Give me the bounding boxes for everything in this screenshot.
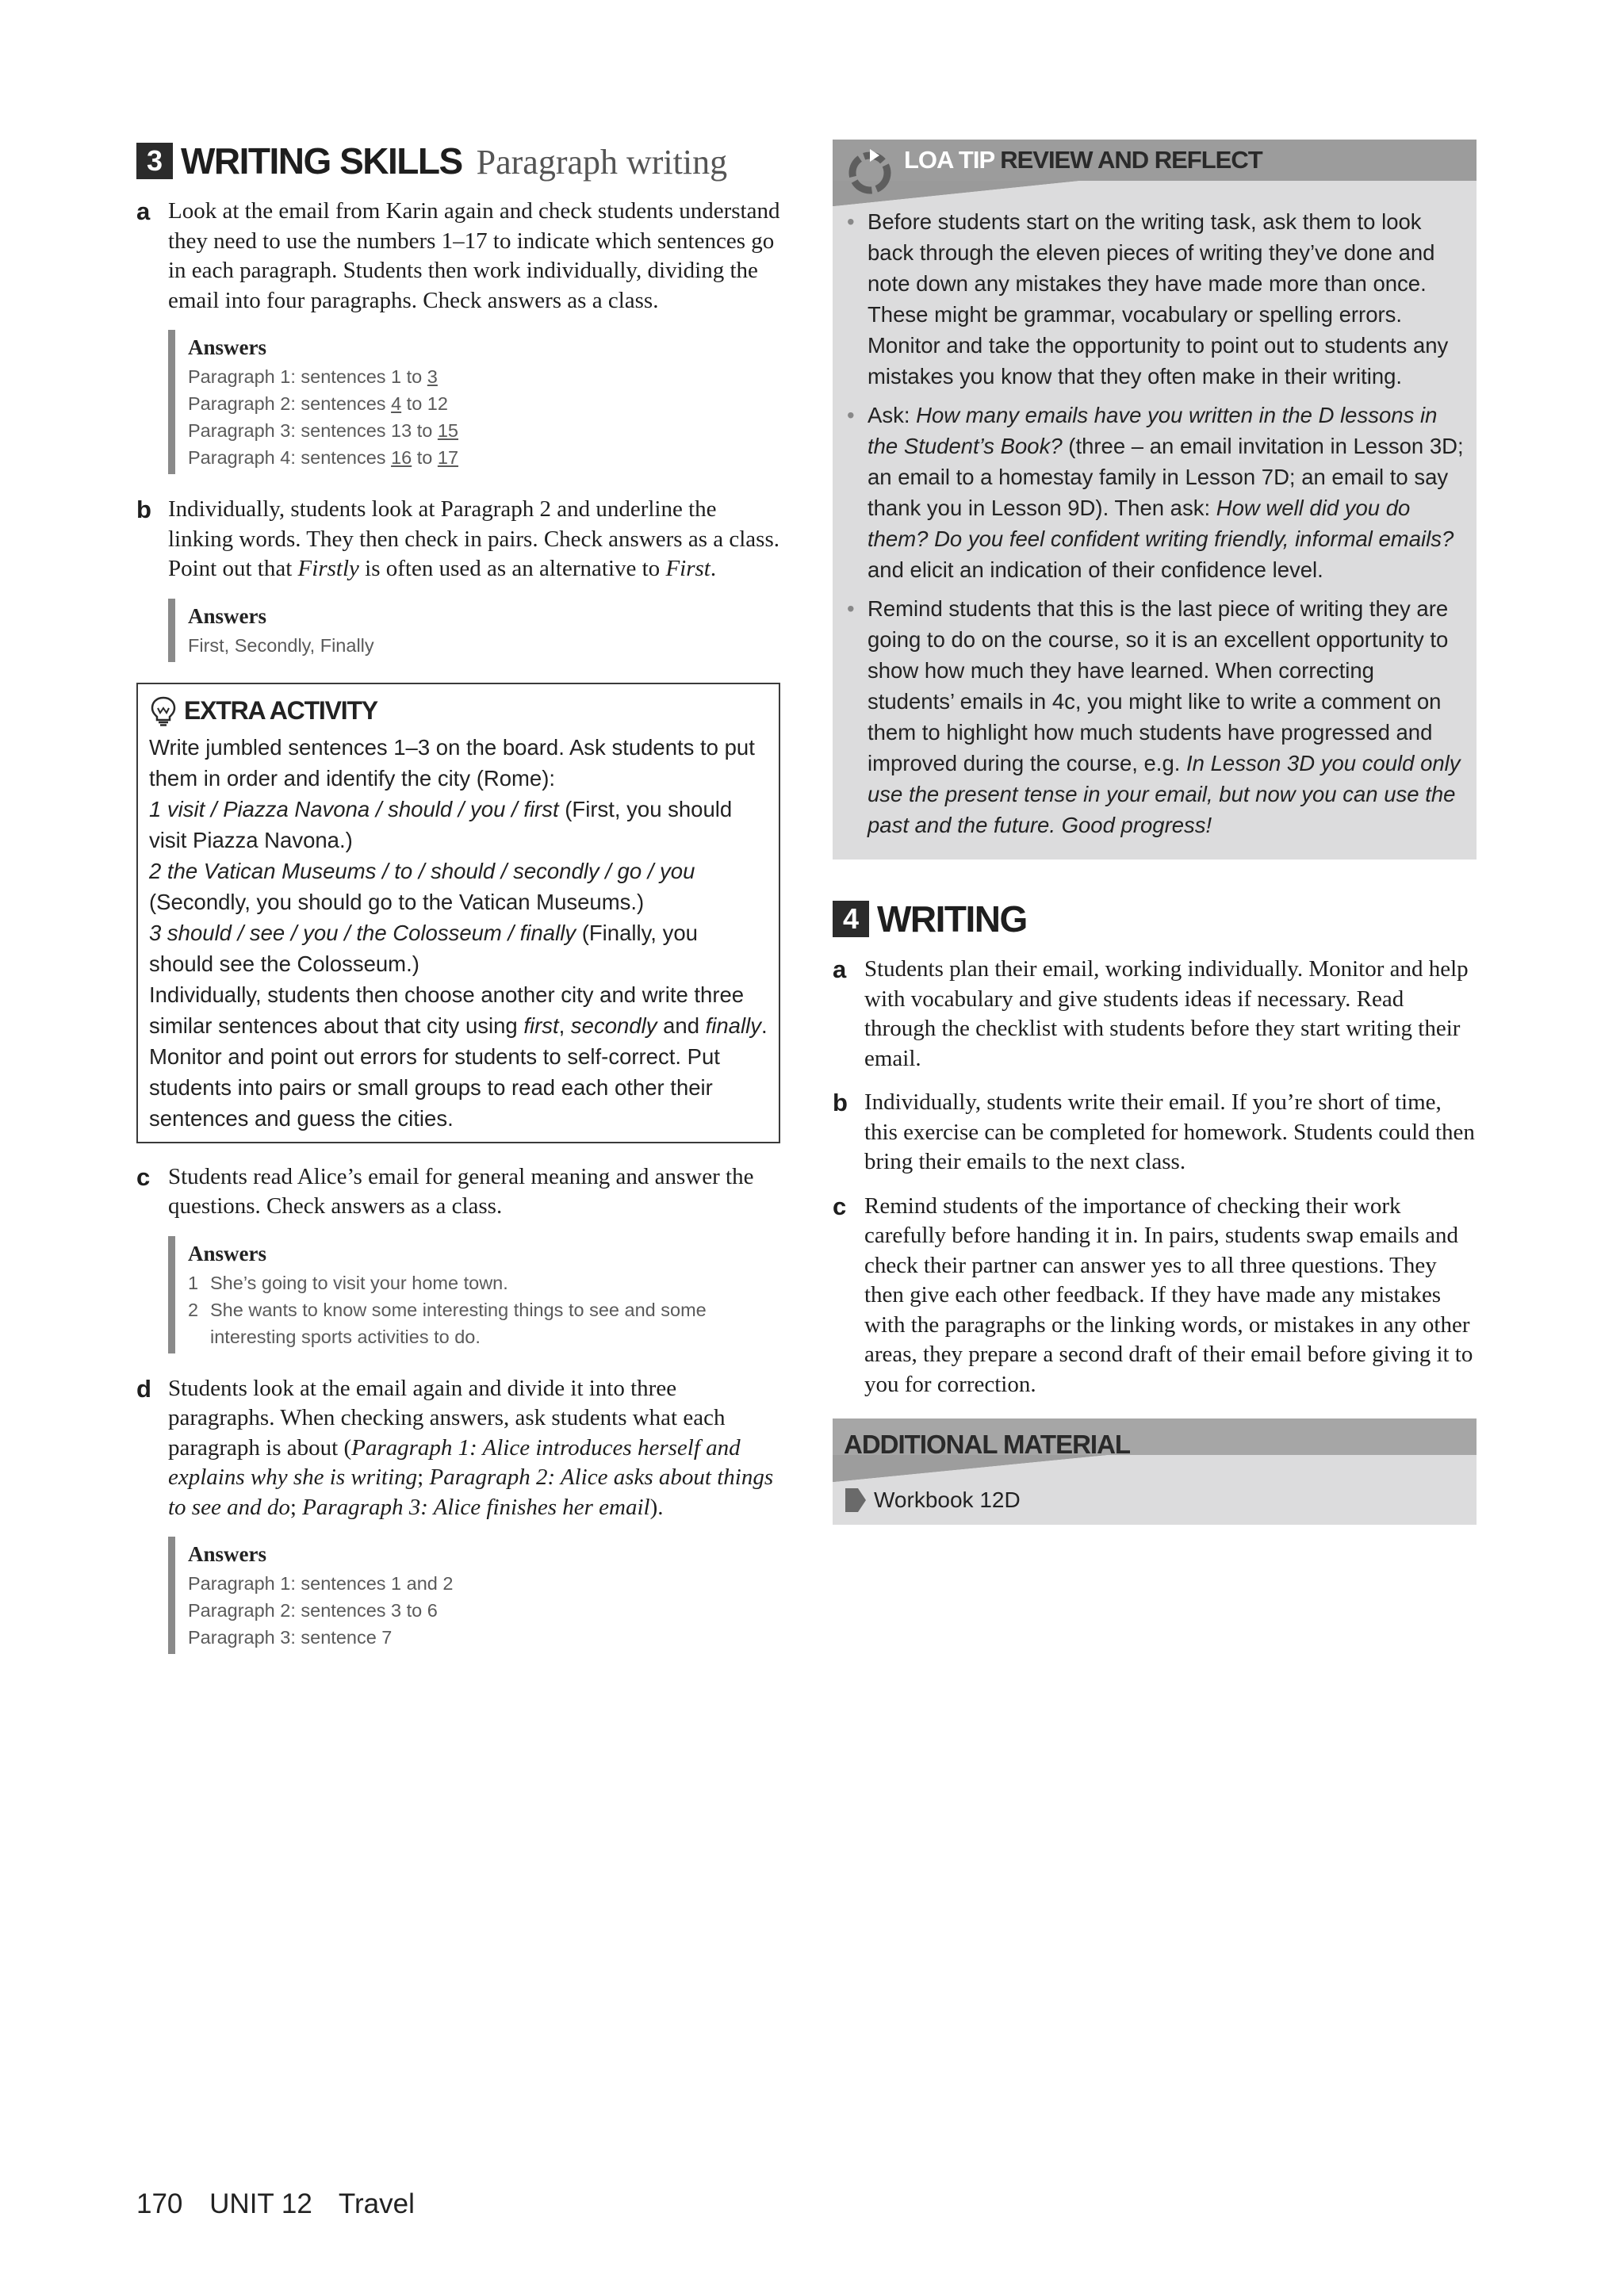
answer-line: Paragraph 4: sentences 16 to 17 — [188, 447, 459, 468]
extra-sentence-3: 3 should / see / you / the Colosseum / finally (Finally, you should see the Colosseum.) — [149, 920, 698, 976]
answers-title: Answers — [188, 1241, 266, 1265]
tip-bullet: • Before students start on the writing task, ask them to look back through the eleven pieces of writing they’ve done and note down any mistakes they have made more than once. These might be grammar, vocabulary or spelling errors. Monitor and take the opportunity to point out to students any mistakes you know that they often make in their writing. — [844, 206, 1465, 392]
answer-line: Paragraph 2: sentences 3 to 6 — [188, 1600, 438, 1621]
answer-line: Paragraph 1: sentences 1 to 3 — [188, 366, 438, 387]
loa-tip-heading: REVIEW AND REFLECT — [1000, 146, 1262, 174]
loa-tip-box — [833, 140, 1477, 860]
section-3-heading — [136, 140, 780, 182]
answers-3a — [168, 330, 780, 474]
page-footer — [136, 2188, 434, 2220]
answer-line: Paragraph 3: sentence 7 — [188, 1627, 393, 1648]
answer-line: First, Secondly, Finally — [188, 634, 374, 656]
answer-line: 1 She’s going to visit your home town. — [188, 1272, 508, 1293]
item-letter: c — [833, 1192, 847, 1220]
page-number: 170 — [136, 2188, 183, 2219]
answers-title: Answers — [188, 1542, 266, 1566]
additional-material-title: ADDITIONAL MATERIAL — [844, 1430, 1131, 1459]
extra-instructions: Individually, students then choose another city and write three similar sentences about that city using first, secondly and finally. Monitor and point out errors for students to self-correct. Put students into pairs or small groups to read each other their sentences and guess the cities. — [149, 982, 768, 1131]
item-3a — [136, 197, 780, 316]
loa-tip-title — [904, 146, 1262, 174]
arrow-right-icon — [844, 1487, 868, 1514]
item-letter: c — [136, 1162, 151, 1191]
loa-tip-label: LOA TIP — [904, 146, 994, 174]
item-text: Remind students of the importance of checking their work carefully before handing it in. In pairs, students swap emails and check their partner can answer yes to all three questions. They then give each other feedback. If they have made any mistakes with the paragraphs or the linking words, or mistakes in any other areas, they prepare a second draft of their email before giving it to you for correction. — [864, 1193, 1473, 1397]
extra-activity-heading — [149, 695, 768, 727]
answers-3d — [168, 1537, 780, 1654]
unit-label: UNIT 12 — [209, 2188, 312, 2219]
extra-intro: Write jumbled sentences 1–3 on the board. Ask students to put them in order and identify the city (Rome): — [149, 734, 755, 791]
item-4a — [833, 955, 1477, 1074]
section-title: WRITING SKILLS — [181, 140, 462, 182]
item-letter: b — [136, 496, 151, 523]
item-3b — [136, 495, 780, 584]
item-text: Individually, students look at Paragraph 2 and underline the linking words. They then check in pairs. Check answers as a class. Point out that Firstly is often used as an alternative to First. — [168, 496, 779, 581]
section-subtitle: Paragraph writing — [476, 143, 728, 182]
unit-topic: Travel — [338, 2188, 415, 2219]
section-4-heading — [833, 898, 1477, 940]
item-text: Students plan their email, working individually. Monitor and help with vocabulary and give students ideas if necessary. Read through the checklist with students before they start writing their email. — [864, 956, 1469, 1071]
answer-line: 2 She wants to know some interesting things to see and some interesting sports activities to do. — [188, 1299, 707, 1347]
tip-bullet: • Ask: How many emails have you written in the D lessons in the Student’s Book? (three – an email invitation in Lesson 3D; an email to a homestay family in Lesson 7D; an email to say thank you in Lesson 9D). Then ask: How well did you do them? Do you feel confident writing friendly, informal emails? and elicit an indication of their confidence level. — [844, 400, 1465, 585]
extra-activity-box — [136, 683, 780, 1143]
item-letter: a — [136, 197, 151, 225]
item-letter: d — [136, 1374, 151, 1403]
lightbulb-icon — [149, 695, 178, 727]
additional-material-box — [833, 1418, 1477, 1525]
section-title: WRITING — [877, 898, 1027, 940]
answer-line: Paragraph 2: sentences 4 to 12 — [188, 393, 448, 414]
item-4c — [833, 1192, 1477, 1400]
loa-tip-body — [833, 206, 1477, 860]
left-column — [136, 140, 780, 1675]
section-number: 4 — [833, 901, 869, 937]
item-text: Individually, students write their email. If you’re short of time, this exercise can be completed for homework. Students could then bring their emails to the next class. — [864, 1089, 1475, 1174]
answers-3b — [168, 599, 780, 662]
item-3d — [136, 1374, 780, 1523]
tip-bullet: • Remind students that this is the last piece of writing they are going to do on the course, so it is an excellent opportunity to show how much they have learned. When correcting students’ emails in 4c, you might like to write a comment on them to highlight how much students have progressed and improved during the course, e.g. In Lesson 3D you could only use the present tense in your email, but now you can use the past and the future. Good progress! — [844, 593, 1465, 840]
right-column — [833, 140, 1477, 1525]
item-3c — [136, 1162, 780, 1222]
item-text: Look at the email from Karin again and check students understand they need to use the numbers 1–17 to indicate which sentences go in each paragraph. Students then work individually, dividing the email into four paragraphs. Check answers as a class. — [168, 198, 780, 313]
extra-sentence-1: 1 visit / Piazza Navona / should / you / first (First, you should visit Piazza Navona.) — [149, 796, 733, 852]
item-text: Students read Alice’s email for general meaning and answer the questions. Check answers as a class. — [168, 1163, 754, 1219]
item-text: Students look at the email again and divide it into three paragraphs. When checking answers, ask students what each paragraph is about (Paragraph 1: Alice introduces herself and explains why she is writing; Paragraph 2: Alice asks about things to see and do; Paragraph 3: Alice finishes her email). — [168, 1375, 774, 1520]
extra-sentence-2: 2 the Vatican Museums / to / should / secondly / go / you (Secondly, you should go to the Vatican Museums.) — [149, 858, 695, 914]
answers-3c — [168, 1236, 780, 1353]
answers-title: Answers — [188, 335, 266, 359]
additional-material-item — [833, 1482, 1477, 1525]
additional-material-header — [833, 1418, 1477, 1482]
answer-line: Paragraph 3: sentences 13 to 15 — [188, 420, 458, 441]
answer-line: Paragraph 1: sentences 1 and 2 — [188, 1573, 454, 1594]
extra-activity-title: EXTRA ACTIVITY — [184, 696, 377, 725]
loa-tip-header — [833, 140, 1477, 206]
section-number: 3 — [136, 143, 173, 179]
answers-title: Answers — [188, 603, 266, 628]
item-letter: b — [833, 1089, 848, 1116]
item-4b — [833, 1088, 1477, 1177]
review-cycle-icon — [844, 144, 896, 197]
workbook-reference: Workbook 12D — [874, 1487, 1021, 1512]
item-letter: a — [833, 955, 847, 983]
